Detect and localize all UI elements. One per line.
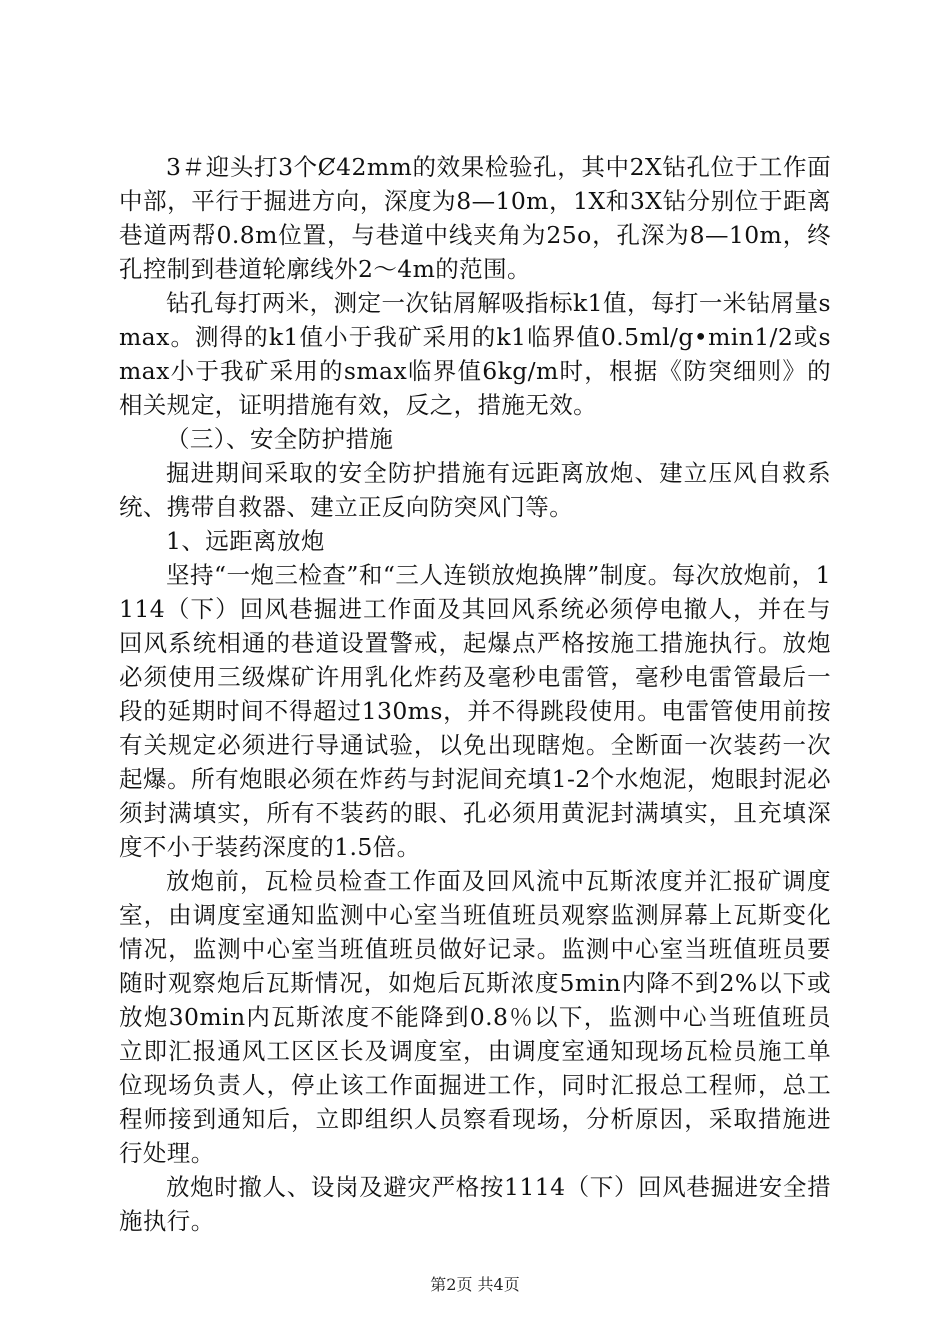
paragraph-blasting-rules: 坚持“一炮三检查”和“三人连锁放炮换牌”制度。每次放炮前，1114（下）回风巷掘进工作面及其回风系统必须停电撤人，并在与回风系统相通的巷道设置警戒，起爆点严格按施工措施执行。放炮必须使用三级煤矿许用乳化炸药及毫秒电雷管，毫秒电雷管最后一段的延期时间不得超过130ms，并不得跳段使用。电雷管使用前按有关规定必须进行导通试验，以免出现瞎炮。全断面一次装药一次起爆。所有炮眼必须在炸药与封泥间充填1-2个水炮泥，炮眼封泥必须封满填实，所有不装药的眼、孔必须用黄泥封满填实，且充填深度不小于装药深度的1.5倍。	[119, 561, 831, 861]
page-footer: 第2页 共4页	[430, 1275, 520, 1294]
paragraph-inspection-holes: 3＃迎头打3个Ȼ42mm的效果检验孔，其中2X钻孔位于工作面中部，平行于掘进方向，深度为8—10m，1X和3X钻分别位于距离巷道两帮0.8m位置，与巷道中线夹角为25o，孔深为8—10m，终孔控制到巷道轮廓线外2～4m的范围。	[119, 153, 831, 283]
paragraph-drilling-measurement: 钻孔每打两米，测定一次钻屑解吸指标k1值，每打一米钻屑量smax。测得的k1值小于我矿采用的k1临界值0.5ml/g•min1/2或smax小于我矿采用的smax临界值6kg/m时，根据《防突细则》的相关规定，证明措施有效，反之，措施无效。	[119, 289, 831, 419]
paragraph-gas-monitoring: 放炮前，瓦检员检查工作面及回风流中瓦斯浓度并汇报矿调度室，由调度室通知监测中心室当班值班员观察监测屏幕上瓦斯变化情况，监测中心室当班值班员做好记录。监测中心室当班值班员要随时观察炮后瓦斯情况，如炮后瓦斯浓度5min内降不到2%以下或放炮30min内瓦斯浓度不能降到0.8％以下，监测中心当班值班员立即汇报通风工区区长及调度室，由调度室通知现场瓦检员施工单位现场负责人，停止该工作面掘进工作，同时汇报总工程师，总工程师接到通知后，立即组织人员察看现场，分析原因，采取措施进行处理。	[119, 867, 831, 1167]
document-body	[119, 150, 831, 1238]
subheading-remote-blasting: 1、远距离放炮	[166, 527, 325, 555]
section-heading-safety-measures: （三）、安全防护措施	[166, 425, 394, 453]
paragraph-evacuation: 放炮时撤人、设岗及避灾严格按1114（下）回风巷掘进安全措施执行。	[119, 1173, 831, 1235]
paragraph-safety-overview: 掘进期间采取的安全防护措施有远距离放炮、建立压风自救系统、携带自救器、建立正反向防突风门等。	[119, 459, 831, 521]
